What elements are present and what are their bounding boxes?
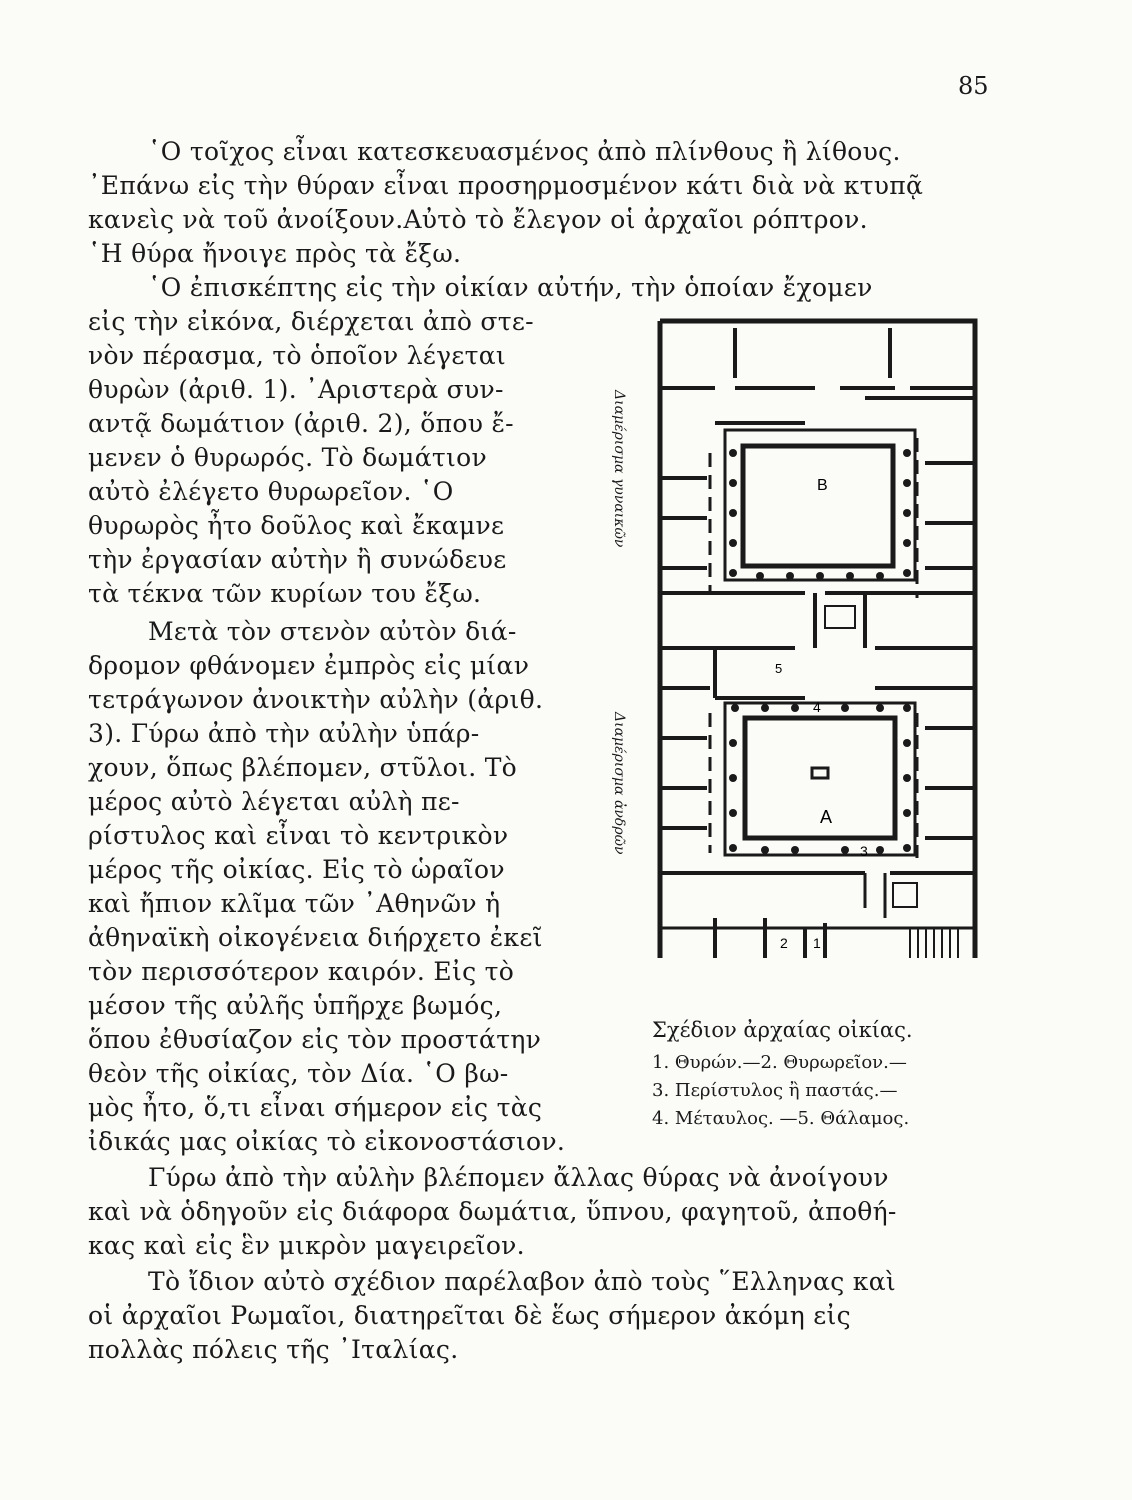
text-line: ῾Ο τοῖχος εἶναι κατεσκευασμένος ἀπὸ πλίνθους ἢ λίθους. — [148, 137, 901, 166]
text-line: τὰ τέκνα τῶν κυρίων του ἔξω. — [88, 579, 482, 608]
wall — [660, 648, 975, 698]
court-b — [743, 446, 893, 566]
text-line: χουν, ὅπως βλέπομεν, στῦλοι. Τὸ — [88, 753, 518, 782]
text-line: θυρωρὸς ἦτο δοῦλος καὶ ἔκαμνε — [88, 511, 505, 540]
text-line: ρίστυλος καὶ εἶναι τὸ κεντρικὸν — [88, 821, 509, 850]
text-line: εἰς τὴν εἰκόνα, διέρχεται ἀπὸ στε- — [88, 307, 534, 336]
side-label-men-quarters: Διαμέρισμα ἀνδρῶν — [611, 712, 627, 855]
text-line: ὅπου ἐθυσίαζον εἰς τὸν προστάτην — [88, 1025, 542, 1054]
columns-upper — [729, 449, 911, 580]
text-line: τὸν περισσότερον καιρόν. Εἰς τὸ — [88, 957, 515, 986]
side-label-women-quarters: Διαμέρισμα γυναικῶν — [611, 390, 627, 548]
text-line: κανεὶς νὰ τοῦ ἀνοίξουν.Αὐτὸ τὸ ἔλεγον οἱ ἀρχαῖοι ρόπτρον. — [88, 205, 868, 234]
figure-legend-line: 3. Περίστυλος ἢ παστάς.— — [652, 1080, 898, 1101]
text-line: αντᾷ δωμάτιον (ἀριθ. 2), ὅπου ἔ- — [88, 409, 514, 438]
text-line: νὸν πέρασμα, τὸ ὁποῖον λέγεται — [88, 341, 507, 370]
altar — [812, 768, 828, 778]
text-line: ᾿Επάνω εἰς τὴν θύραν εἶναι προσηρμοσμένον κάτι διὰ νὰ κτυπᾷ — [88, 171, 924, 200]
text-line: μέρος τῆς οἰκίας. Εἰς τὸ ὡραῖον — [88, 855, 505, 884]
outer-wall — [660, 321, 975, 958]
wall — [715, 918, 825, 958]
text-line: θεὸν τῆς οἰκίας, τὸν Δία. ῾Ο βω- — [88, 1059, 509, 1088]
text-line: Γύρω ἀπὸ τὴν αὐλὴν βλέπομεν ἄλλας θύρας νὰ ἀνοίγουν — [148, 1163, 889, 1192]
text-line: κας καὶ εἰς ἓν μικρὸν μαγειρεῖον. — [88, 1231, 525, 1260]
label-3: 3 — [860, 843, 868, 859]
text-line: τὴν ἐργασίαν αὐτὴν ἢ συνώδευε — [88, 545, 507, 574]
house-floor-plan — [655, 318, 980, 1000]
label-1: 1 — [813, 935, 821, 951]
label-b: Β — [817, 477, 828, 494]
text-line: Τὸ ἴδιον αὐτὸ σχέδιον παρέλαβον ἀπὸ τοὺς ῞Ελληνας καὶ — [148, 1267, 896, 1296]
text-line: ῾Η θύρα ἤνοιγε πρὸς τὰ ἔξω. — [88, 239, 462, 268]
page-number: 85 — [958, 72, 989, 100]
text-line: οἱ ἀρχαῖοι Ρωμαῖοι, διατηρεῖται δὲ ἕως σήμερον ἀκόμη εἰς — [88, 1301, 851, 1330]
wall — [815, 593, 865, 648]
stairs — [825, 606, 855, 628]
figure-legend-line: 1. Θυρών.—2. Θυρωρεῖον.— — [652, 1052, 907, 1073]
label-2: 2 — [780, 935, 788, 951]
text-line: ἀθηναϊκὴ οἰκογένεια διήρχετο ἐκεῖ — [88, 923, 543, 952]
text-line: ἰδικάς μας οἰκίας τὸ εἰκονοστάσιον. — [88, 1127, 566, 1156]
text-line: μενεν ὁ θυρωρός. Τὸ δωμάτιον — [88, 443, 487, 472]
label-5: 5 — [775, 661, 783, 676]
wall — [715, 398, 975, 423]
text-line: Μετὰ τὸν στενὸν αὐτὸν διά- — [148, 617, 517, 646]
wall — [865, 873, 885, 918]
text-line: αὐτὸ ἐλέγετο θυρωρεῖον. ῾Ο — [88, 477, 454, 506]
label-4: 4 — [813, 699, 821, 715]
figure-legend-line: 4. Μέταυλος. —5. Θάλαμος. — [652, 1108, 910, 1129]
upper-court-outline — [725, 430, 915, 580]
text-line: τετράγωνον ἀνοικτὴν αὐλὴν (ἀριθ. — [88, 685, 544, 714]
figure-caption-title: Σχέδιον ἀρχαίας οἰκίας. — [652, 1018, 913, 1042]
text-line: πολλὰς πόλεις τῆς ᾿Ιταλίας. — [88, 1335, 459, 1364]
wall — [735, 328, 890, 378]
wall — [660, 728, 975, 838]
text-line: καὶ ἤπιον κλῖμα τῶν ᾿Αθηνῶν ἡ — [88, 889, 501, 918]
text-line: ῾Ο ἐπισκέπτης εἰς τὴν οἰκίαν αὐτήν, τὴν ὁποίαν ἔχομεν — [148, 273, 873, 302]
stairs — [893, 883, 917, 907]
text-line: μέρος αὐτὸ λέγεται αὐλὴ πε- — [88, 787, 460, 816]
text-line: μέσον τῆς αὐλῆς ὑπῆρχε βωμός, — [88, 991, 503, 1020]
text-line: καὶ νὰ ὁδηγοῦν εἰς διάφορα δωμάτια, ὕπνου, φαγητοῦ, ἀποθή- — [88, 1197, 897, 1226]
wall — [715, 688, 975, 698]
columns-entrance — [910, 928, 958, 958]
text-line: 3). Γύρω ἀπὸ τὴν αὐλὴν ὑπάρ- — [88, 719, 480, 748]
text-line: μὸς ἦτο, ὅ,τι εἶναι σήμερον εἰς τὰς — [88, 1093, 543, 1122]
text-line: θυρὼν (ἀριθ. 1). ᾿Αριστερὰ συν- — [88, 375, 504, 404]
label-a: Α — [820, 807, 833, 827]
floor-plan-drawing — [655, 318, 980, 1000]
text-line: δρομον φθάνομεν ἐμπρὸς εἰς μίαν — [88, 651, 530, 680]
